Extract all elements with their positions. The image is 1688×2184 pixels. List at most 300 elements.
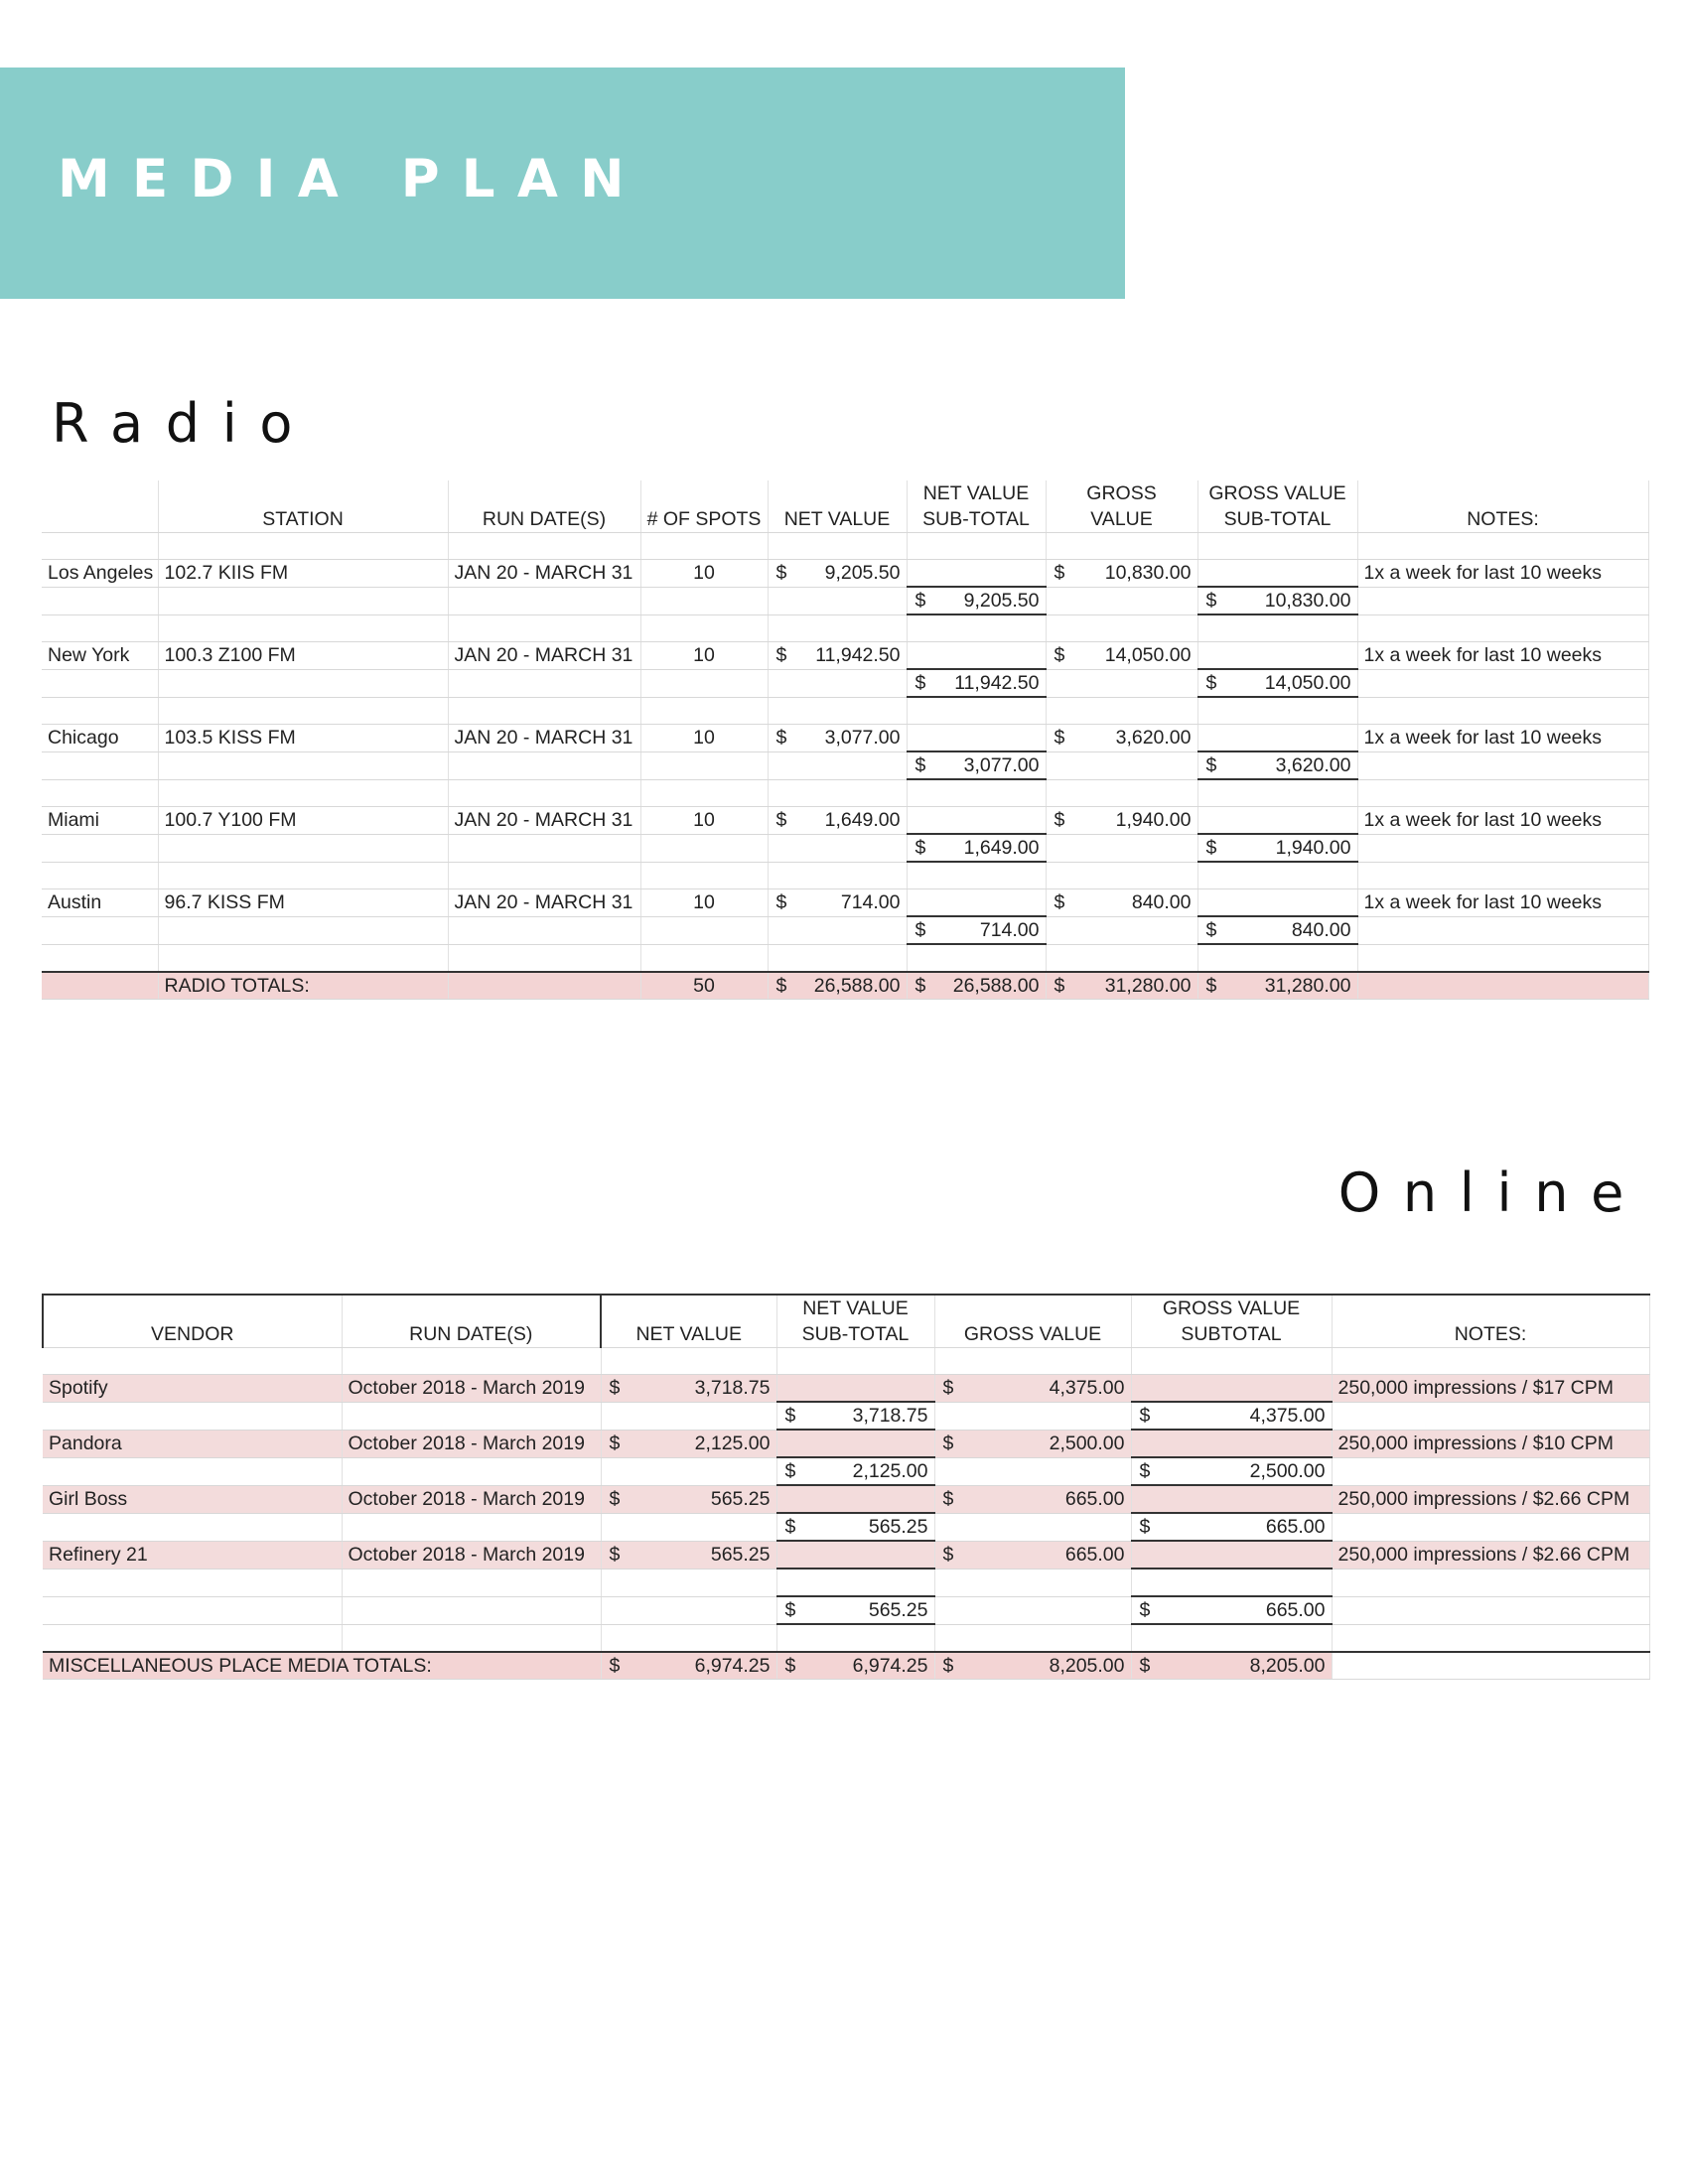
empty-cell (1197, 614, 1357, 642)
cell-value: 665.00 (1064, 1488, 1125, 1510)
net-subtotal-cell (776, 1596, 934, 1624)
currency-symbol: $ (775, 727, 787, 750)
header-line: SUB-TOTAL (1223, 508, 1332, 530)
empty-cell (640, 834, 768, 862)
cell-value: 3,718.75 (694, 1377, 771, 1400)
vendor-cell: Spotify (43, 1375, 342, 1403)
table-row (42, 807, 1648, 835)
currency-symbol: $ (775, 809, 787, 832)
gross-subtotal-cell (1131, 1596, 1332, 1624)
column-header-net-value: NET VALUE (601, 1295, 776, 1348)
empty-cell (640, 587, 768, 614)
currency-symbol: $ (1054, 562, 1065, 585)
currency-symbol: $ (1139, 1405, 1151, 1427)
table-row (42, 642, 1648, 670)
empty-cell (768, 751, 907, 779)
page-title: MEDIA PLAN (58, 149, 646, 209)
empty-cell (776, 1348, 934, 1375)
spots-cell: 10 (640, 889, 768, 917)
header-line: GROSS VALUE (1162, 1297, 1301, 1319)
column-header-station: STATION (158, 480, 448, 533)
market-cell: Miami (42, 807, 158, 835)
gross-subtotal-cell (1197, 587, 1357, 614)
cell-value: 6,974.25 (852, 1655, 928, 1677)
notes-cell: 250,000 impressions / $2.66 CPM (1332, 1485, 1649, 1513)
empty-cell (1357, 944, 1648, 972)
empty-cell (768, 587, 907, 614)
empty-cell (448, 862, 640, 889)
run-dates-cell: JAN 20 - MARCH 31 (448, 560, 640, 588)
empty-cell (1046, 834, 1197, 862)
empty-cell (42, 862, 158, 889)
empty-cell (448, 916, 640, 944)
radio-table-body (42, 480, 1648, 1000)
empty-cell (1131, 1375, 1332, 1403)
empty-cell (768, 697, 907, 725)
currency-symbol: $ (1139, 1655, 1151, 1677)
cell-value: 565.25 (868, 1516, 928, 1538)
empty-cell (1197, 697, 1357, 725)
currency-symbol: $ (914, 754, 926, 776)
currency-symbol: $ (1205, 672, 1217, 694)
empty-cell (1357, 862, 1648, 889)
empty-cell (768, 614, 907, 642)
gross-subtotal-cell (1197, 669, 1357, 697)
empty-cell (601, 1624, 776, 1652)
cell-value: 26,588.00 (952, 975, 1040, 997)
empty-cell (907, 614, 1046, 642)
empty-cell (776, 1430, 934, 1457)
empty-cell (640, 779, 768, 807)
cell-value: 1,649.00 (824, 809, 901, 832)
net-subtotal-cell (907, 916, 1046, 944)
vendor-cell: Refinery 21 (43, 1541, 342, 1569)
currency-symbol: $ (1054, 809, 1065, 832)
empty-cell (1046, 669, 1197, 697)
column-header-vendor: VENDOR (43, 1295, 342, 1348)
empty-cell (448, 779, 640, 807)
cell-value: 714.00 (840, 891, 901, 914)
empty-cell (1197, 807, 1357, 835)
net-value-cell (601, 1430, 776, 1457)
empty-cell (1046, 533, 1197, 560)
station-cell: 100.3 Z100 FM (158, 642, 448, 670)
subtotal-row (42, 587, 1648, 614)
empty-cell (1046, 751, 1197, 779)
currency-symbol: $ (1205, 975, 1217, 997)
empty-cell (42, 916, 158, 944)
empty-cell (601, 1457, 776, 1485)
empty-cell (158, 587, 448, 614)
subtotal-row (42, 751, 1648, 779)
empty-cell (42, 587, 158, 614)
currency-symbol: $ (609, 1488, 621, 1510)
empty-cell (934, 1596, 1131, 1624)
currency-symbol: $ (609, 1377, 621, 1400)
cell-value: 714.00 (979, 919, 1040, 941)
empty-cell (42, 751, 158, 779)
empty-cell (934, 1457, 1131, 1485)
empty-cell (342, 1569, 601, 1596)
spacer-row (43, 1348, 1649, 1375)
empty-cell (907, 889, 1046, 917)
empty-cell (776, 1541, 934, 1569)
online-table (42, 1294, 1650, 1680)
empty-cell (776, 1624, 934, 1652)
currency-symbol: $ (942, 1433, 954, 1454)
currency-symbol: $ (784, 1655, 796, 1677)
notes-cell: 250,000 impressions / $10 CPM (1332, 1430, 1649, 1457)
currency-symbol: $ (1054, 727, 1065, 750)
column-header-gross-value: GROSS VALUE (934, 1295, 1131, 1348)
empty-cell (1332, 1652, 1649, 1680)
cell-value: 665.00 (1064, 1544, 1125, 1566)
cell-value: 840.00 (1291, 919, 1351, 941)
empty-cell (1046, 779, 1197, 807)
market-cell: Austin (42, 889, 158, 917)
total-spots-cell: 50 (640, 972, 768, 1000)
empty-cell (1357, 834, 1648, 862)
empty-cell (1332, 1596, 1649, 1624)
cell-value: 3,077.00 (824, 727, 901, 750)
column-header-market (42, 480, 158, 533)
total-net-subtotal-cell (776, 1652, 934, 1680)
cell-value: 11,942.50 (954, 672, 1040, 694)
notes-cell: 1x a week for last 10 weeks (1357, 807, 1648, 835)
empty-cell (1197, 944, 1357, 972)
notes-cell: 1x a week for last 10 weeks (1357, 725, 1648, 752)
cell-value: 2,500.00 (1049, 1433, 1125, 1454)
net-value-cell (768, 889, 907, 917)
currency-symbol: $ (942, 1544, 954, 1566)
currency-symbol: $ (1054, 644, 1065, 667)
currency-symbol: $ (1054, 891, 1065, 914)
net-value-cell (768, 807, 907, 835)
empty-cell (768, 944, 907, 972)
empty-cell (158, 614, 448, 642)
empty-cell (42, 972, 158, 1000)
net-value-cell (768, 725, 907, 752)
empty-cell (342, 1596, 601, 1624)
column-header-gross-subtotal (1197, 480, 1357, 533)
gross-subtotal-cell (1131, 1457, 1332, 1485)
spacer-row (42, 944, 1648, 972)
empty-cell (448, 697, 640, 725)
empty-cell (640, 862, 768, 889)
empty-cell (934, 1402, 1131, 1430)
totals-row (42, 972, 1648, 1000)
empty-cell (1357, 614, 1648, 642)
station-cell: 102.7 KIIS FM (158, 560, 448, 588)
empty-cell (640, 669, 768, 697)
run-dates-cell: JAN 20 - MARCH 31 (448, 725, 640, 752)
empty-cell (1046, 697, 1197, 725)
empty-cell (640, 533, 768, 560)
totals-label: RADIO TOTALS: (158, 972, 448, 1000)
table-row (42, 725, 1648, 752)
net-subtotal-cell (907, 751, 1046, 779)
empty-cell (1332, 1624, 1649, 1652)
station-cell: 103.5 KISS FM (158, 725, 448, 752)
table-row (43, 1485, 1649, 1513)
empty-cell (43, 1624, 342, 1652)
empty-cell (1046, 862, 1197, 889)
gross-value-cell (934, 1430, 1131, 1457)
currency-symbol: $ (609, 1655, 621, 1677)
empty-cell (1332, 1457, 1649, 1485)
cell-value: 14,050.00 (1104, 644, 1192, 667)
notes-cell: 250,000 impressions / $2.66 CPM (1332, 1541, 1649, 1569)
total-gross-subtotal-cell (1197, 972, 1357, 1000)
totals-label: MISCELLANEOUS PLACE MEDIA TOTALS: (43, 1652, 601, 1680)
spacer-row (43, 1569, 1649, 1596)
currency-symbol: $ (914, 672, 926, 694)
currency-symbol: $ (914, 837, 926, 859)
empty-cell (1131, 1430, 1332, 1457)
currency-symbol: $ (1054, 975, 1065, 997)
empty-cell (158, 834, 448, 862)
empty-cell (448, 944, 640, 972)
table-row (43, 1541, 1649, 1569)
empty-cell (776, 1375, 934, 1403)
cell-value: 565.25 (710, 1544, 771, 1566)
cell-value: 1,649.00 (963, 837, 1040, 859)
empty-cell (158, 751, 448, 779)
empty-cell (42, 779, 158, 807)
currency-symbol: $ (609, 1433, 621, 1454)
currency-symbol: $ (784, 1405, 796, 1427)
currency-symbol: $ (942, 1377, 954, 1400)
header-line: SUB-TOTAL (801, 1323, 910, 1345)
empty-cell (448, 533, 640, 560)
empty-cell (907, 862, 1046, 889)
currency-symbol: $ (784, 1516, 796, 1538)
cell-value: 565.25 (710, 1488, 771, 1510)
empty-cell (43, 1596, 342, 1624)
empty-cell (1197, 889, 1357, 917)
empty-cell (1046, 944, 1197, 972)
empty-cell (448, 972, 640, 1000)
total-gross-subtotal-cell (1131, 1652, 1332, 1680)
spacer-row (42, 779, 1648, 807)
subtotal-row (42, 669, 1648, 697)
empty-cell (158, 697, 448, 725)
empty-cell (1357, 916, 1648, 944)
empty-cell (768, 669, 907, 697)
gross-value-cell (1046, 642, 1197, 670)
empty-cell (448, 669, 640, 697)
currency-symbol: $ (914, 919, 926, 941)
column-header-notes: NOTES: (1332, 1295, 1649, 1348)
gross-value-cell (934, 1375, 1131, 1403)
gross-value-cell (1046, 725, 1197, 752)
cell-value: 31,280.00 (1104, 975, 1192, 997)
empty-cell (448, 614, 640, 642)
column-header-run-dates: RUN DATE(S) (342, 1295, 601, 1348)
subtotal-row (43, 1513, 1649, 1541)
empty-cell (1357, 533, 1648, 560)
net-subtotal-cell (907, 587, 1046, 614)
empty-cell (42, 614, 158, 642)
empty-cell (1131, 1569, 1332, 1596)
total-net-cell (768, 972, 907, 1000)
header-line: VALUE (1090, 508, 1153, 530)
empty-cell (158, 669, 448, 697)
empty-cell (601, 1348, 776, 1375)
cell-value: 26,588.00 (813, 975, 901, 997)
empty-cell (1197, 725, 1357, 752)
currency-symbol: $ (1139, 1599, 1151, 1621)
spots-cell: 10 (640, 560, 768, 588)
market-cell: Los Angeles (42, 560, 158, 588)
gross-value-cell (1046, 807, 1197, 835)
gross-subtotal-cell (1197, 834, 1357, 862)
empty-cell (640, 916, 768, 944)
empty-cell (43, 1457, 342, 1485)
empty-cell (640, 697, 768, 725)
empty-cell (907, 807, 1046, 835)
empty-cell (1332, 1569, 1649, 1596)
empty-cell (601, 1513, 776, 1541)
spots-cell: 10 (640, 642, 768, 670)
gross-subtotal-cell (1197, 751, 1357, 779)
empty-cell (1332, 1348, 1649, 1375)
subtotal-row (42, 916, 1648, 944)
header-line: SUB-TOTAL (922, 508, 1030, 530)
empty-cell (1332, 1513, 1649, 1541)
online-section-heading: Online (1337, 1161, 1646, 1224)
subtotal-row (42, 834, 1648, 862)
header-line: NET VALUE (922, 482, 1030, 504)
spacer-row (42, 697, 1648, 725)
cell-value: 9,205.50 (824, 562, 901, 585)
currency-symbol: $ (775, 891, 787, 914)
cell-value: 840.00 (1131, 891, 1192, 914)
empty-cell (42, 834, 158, 862)
cell-value: 4,375.00 (1049, 1377, 1125, 1400)
run-dates-cell: October 2018 - March 2019 (342, 1541, 601, 1569)
table-row (43, 1375, 1649, 1403)
empty-cell (1046, 614, 1197, 642)
empty-cell (907, 697, 1046, 725)
net-value-cell (601, 1485, 776, 1513)
cell-value: 9,205.50 (963, 590, 1040, 612)
spacer-row (42, 533, 1648, 560)
net-value-cell (601, 1541, 776, 1569)
cell-value: 10,830.00 (1264, 590, 1351, 612)
currency-symbol: $ (1205, 919, 1217, 941)
currency-symbol: $ (1139, 1516, 1151, 1538)
empty-cell (934, 1624, 1131, 1652)
subtotal-row (43, 1402, 1649, 1430)
cell-value: 14,050.00 (1264, 672, 1351, 694)
cell-value: 665.00 (1265, 1599, 1326, 1621)
empty-cell (1357, 587, 1648, 614)
cell-value: 3,077.00 (963, 754, 1040, 776)
spots-cell: 10 (640, 725, 768, 752)
empty-cell (43, 1569, 342, 1596)
column-header-net-value: NET VALUE (768, 480, 907, 533)
empty-cell (1197, 642, 1357, 670)
cell-value: 2,500.00 (1249, 1460, 1326, 1482)
empty-cell (776, 1485, 934, 1513)
cell-value: 4,375.00 (1249, 1405, 1326, 1427)
empty-cell (342, 1624, 601, 1652)
vendor-cell: Pandora (43, 1430, 342, 1457)
currency-symbol: $ (942, 1488, 954, 1510)
empty-cell (43, 1513, 342, 1541)
subtotal-row (43, 1596, 1649, 1624)
empty-cell (158, 779, 448, 807)
empty-cell (1357, 751, 1648, 779)
empty-cell (768, 916, 907, 944)
currency-symbol: $ (609, 1544, 621, 1566)
currency-symbol: $ (914, 975, 926, 997)
currency-symbol: $ (775, 562, 787, 585)
empty-cell (342, 1513, 601, 1541)
gross-value-cell (1046, 560, 1197, 588)
radio-table (42, 480, 1649, 1000)
empty-cell (1332, 1402, 1649, 1430)
total-net-subtotal-cell (907, 972, 1046, 1000)
empty-cell (907, 642, 1046, 670)
notes-cell: 1x a week for last 10 weeks (1357, 642, 1648, 670)
empty-cell (768, 834, 907, 862)
radio-section-heading: Radio (52, 392, 316, 455)
empty-cell (1197, 862, 1357, 889)
column-header-net-subtotal (776, 1295, 934, 1348)
empty-cell (158, 862, 448, 889)
total-net-cell (601, 1652, 776, 1680)
cell-value: 3,718.75 (852, 1405, 928, 1427)
column-header-run-dates: RUN DATE(S) (448, 480, 640, 533)
empty-cell (1357, 779, 1648, 807)
empty-cell (1357, 669, 1648, 697)
empty-cell (43, 1402, 342, 1430)
run-dates-cell: October 2018 - March 2019 (342, 1375, 601, 1403)
empty-cell (1197, 533, 1357, 560)
table-row (42, 889, 1648, 917)
empty-cell (342, 1457, 601, 1485)
market-cell: New York (42, 642, 158, 670)
empty-cell (907, 779, 1046, 807)
cell-value: 1,940.00 (1275, 837, 1351, 859)
station-cell: 100.7 Y100 FM (158, 807, 448, 835)
empty-cell (43, 1348, 342, 1375)
empty-cell (601, 1596, 776, 1624)
column-header-gross-subtotal (1131, 1295, 1332, 1348)
empty-cell (1131, 1624, 1332, 1652)
cell-value: 2,125.00 (852, 1460, 928, 1482)
gross-subtotal-cell (1131, 1513, 1332, 1541)
run-dates-cell: JAN 20 - MARCH 31 (448, 889, 640, 917)
vendor-cell: Girl Boss (43, 1485, 342, 1513)
cell-value: 565.25 (868, 1599, 928, 1621)
header-line: GROSS VALUE (1208, 482, 1346, 504)
header-line: NET VALUE (802, 1297, 909, 1319)
empty-cell (907, 560, 1046, 588)
cell-value: 8,205.00 (1049, 1655, 1125, 1677)
empty-cell (768, 779, 907, 807)
currency-symbol: $ (1205, 754, 1217, 776)
gross-subtotal-cell (1131, 1402, 1332, 1430)
net-value-cell (601, 1375, 776, 1403)
cell-value: 11,942.50 (815, 644, 901, 667)
currency-symbol: $ (775, 975, 787, 997)
empty-cell (934, 1348, 1131, 1375)
cell-value: 8,205.00 (1249, 1655, 1326, 1677)
empty-cell (42, 944, 158, 972)
